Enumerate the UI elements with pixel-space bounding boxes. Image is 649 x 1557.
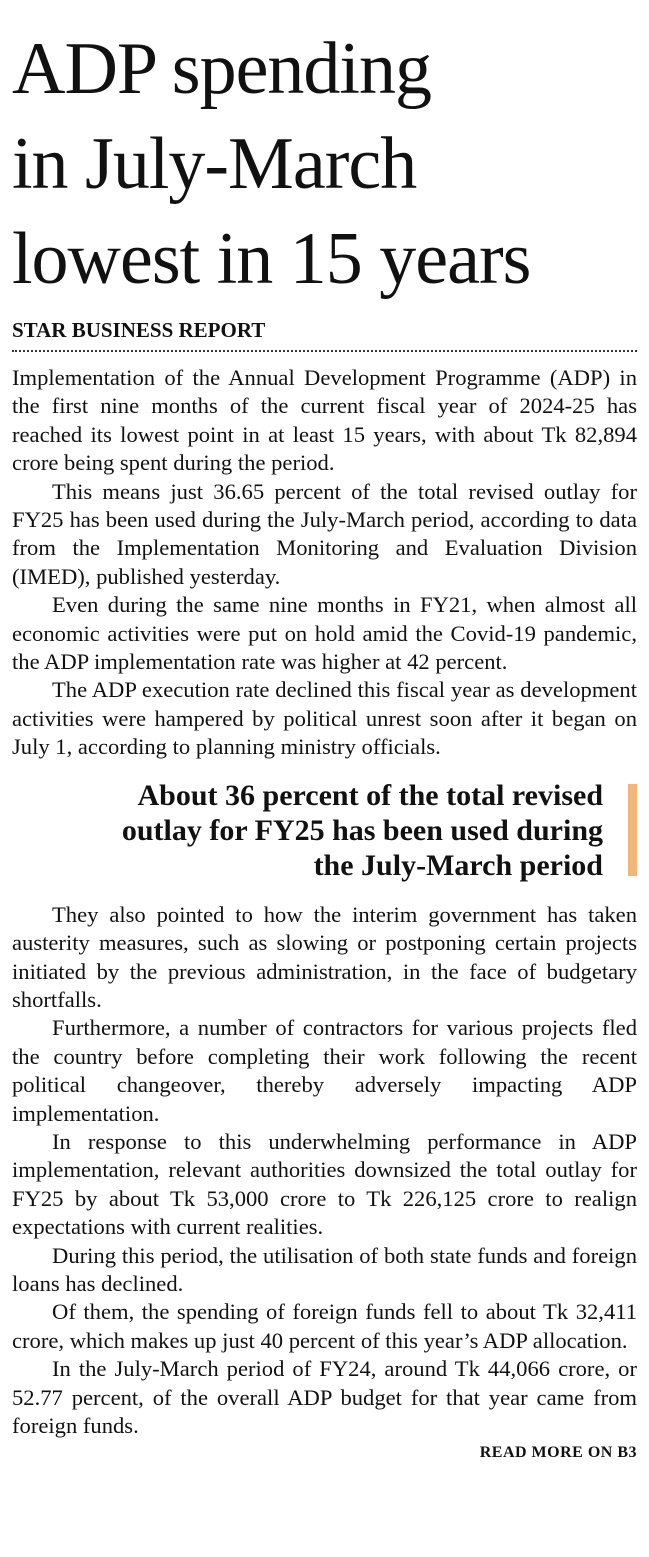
byline: STAR BUSINESS REPORT xyxy=(12,318,266,342)
article xyxy=(12,0,637,1462)
read-more-link[interactable]: READ MORE ON B3 xyxy=(479,1444,637,1462)
headline-line: in July-March xyxy=(12,123,417,205)
pullquote xyxy=(12,778,637,883)
pullquote-accent-bar xyxy=(628,784,637,876)
paragraph: In response to this underwhelming performance in ADP implementation, relevant authorities downsized the total outlay for FY25 by about Tk 53,000 crore to Tk 226,125 crore to realign expectations with current realities. xyxy=(12,1128,637,1240)
paragraph: Even during the same nine months in FY21, when almost all economic activities were put on hold amid the Covid-19 pandemic, the ADP implementation rate was higher at 42 percent. xyxy=(12,592,637,675)
paragraph: Furthermore, a number of contractors for various projects fled the country before completing their work following the recent political changeover, thereby adversely impacting ADP implementation. xyxy=(12,1015,637,1126)
pullquote-text xyxy=(12,778,603,883)
paragraph: Of them, the spending of foreign funds fell to about Tk 32,411 crore, which makes up just 40 percent of this year’s ADP allocation. xyxy=(12,1299,637,1353)
pullquote-line: About 36 percent of the total revised xyxy=(137,778,603,812)
headline-line: lowest in 15 years xyxy=(12,218,531,300)
paragraph: They also pointed to how the interim government has taken austerity measures, such as slowing or postponing certain projects initiated by the previous administration, in the face of budgetary shortfalls. xyxy=(12,901,637,1012)
paragraph: This means just 36.65 percent of the total revised outlay for FY25 has been used during the July-March period, according to data from the Implementation Monitoring and Evaluation Division (IMED), published yesterday. xyxy=(12,478,637,589)
paragraph: The ADP execution rate declined this fiscal year as development activities were hampered by political unrest soon after it began on July 1, according to planning ministry officials. xyxy=(12,677,637,760)
headline-line: ADP spending xyxy=(12,28,431,110)
dotted-divider xyxy=(12,350,637,352)
pullquote-line: the July-March period xyxy=(313,848,603,882)
headline xyxy=(12,0,637,307)
article-body xyxy=(12,364,637,1440)
pullquote-line: outlay for FY25 has been used during xyxy=(121,813,603,847)
paragraph: Implementation of the Annual Development Programme (ADP) in the first nine months of the current fiscal year of 2024-25 has reached its lowest point in at least 15 years, with about Tk 82,894 crore being spent during the period. xyxy=(12,365,637,476)
paragraph: During this period, the utilisation of both state funds and foreign loans has declined. xyxy=(12,1242,637,1296)
paragraph: In the July-March period of FY24, around Tk 44,066 crore, or 52.77 percent, of the overall ADP budget for that year came from foreign funds. xyxy=(12,1356,637,1438)
